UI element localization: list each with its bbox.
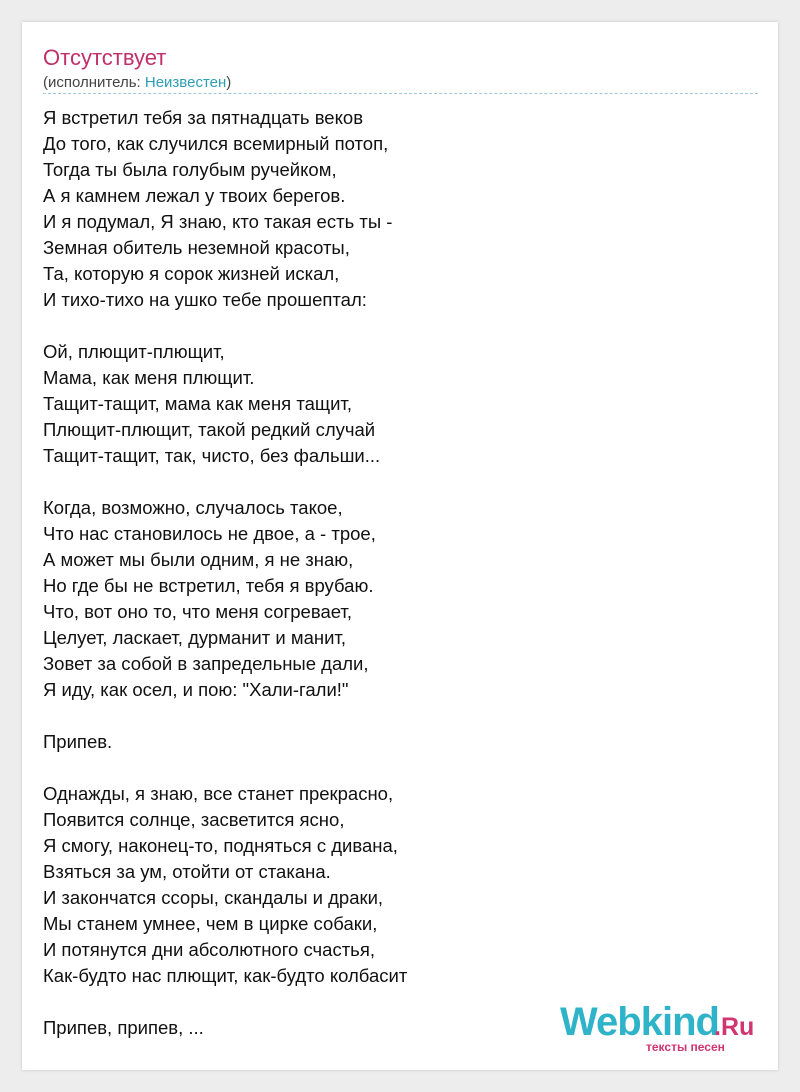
lyric-line: Тащит-тащит, так, чисто, без фальши...	[43, 445, 381, 466]
lyric-line: А может мы были одним, я не знаю,	[43, 549, 354, 570]
lyric-line: Тогда ты была голубым ручейком,	[43, 159, 337, 180]
lyric-line: Плющит-плющит, такой редкий случай	[43, 419, 376, 440]
lyric-line: Однажды, я знаю, все станет прекрасно,	[43, 783, 394, 804]
stanza	[43, 105, 407, 313]
stanza-gap	[43, 755, 407, 781]
lyric-line: Что, вот оно то, что меня согревает,	[43, 601, 352, 622]
logo-wordmark: Webkind	[560, 1000, 719, 1044]
artist-prefix: (исполнитель:	[43, 74, 145, 91]
stanza-gap	[43, 469, 407, 495]
lyric-line: Появится солнце, засветится ясно,	[43, 809, 345, 830]
logo-domain: .Ru	[714, 1013, 755, 1041]
webkind-logo[interactable]	[560, 1000, 760, 1054]
lyric-line: Целует, ласкает, дурманит и манит,	[43, 627, 346, 648]
lyric-line: Как-будто нас плющит, как-будто колбасит	[43, 965, 408, 986]
lyric-line: И тихо-тихо на ушко тебе прошептал:	[43, 289, 367, 310]
lyric-line: До того, как случился всемирный потоп,	[43, 133, 389, 154]
lyric-line: Что нас становилось не двое, а - трое,	[43, 523, 376, 544]
lyric-line: Я смогу, наконец-то, подняться с дивана,	[43, 835, 398, 856]
stanza	[43, 495, 407, 703]
artist-line	[43, 73, 231, 93]
stanza-gap	[43, 703, 407, 729]
header-divider	[43, 93, 758, 94]
stanza	[43, 339, 407, 469]
lyric-line: Я иду, как осел, и пою: "Хали-гали!"	[43, 679, 349, 700]
stanza	[43, 1015, 407, 1041]
artist-suffix: )	[226, 74, 232, 91]
lyric-line: И закончатся ссоры, скандалы и драки,	[43, 887, 384, 908]
lyric-line: Та, которую я сорок жизней искал,	[43, 263, 340, 284]
lyric-line: Когда, возможно, случалось такое,	[43, 497, 343, 518]
lyric-line: Зовет за собой в запредельные дали,	[43, 653, 369, 674]
stanza-gap	[43, 989, 407, 1015]
lyric-line: А я камнем лежал у твоих берегов.	[43, 185, 346, 206]
stanza-gap	[43, 313, 407, 339]
lyric-line: Я встретил тебя за пятнадцать веков	[43, 107, 364, 128]
stanza	[43, 781, 407, 989]
song-title: Отсутствует	[43, 45, 167, 70]
lyric-line: Припев.	[43, 731, 113, 752]
artist-link[interactable]: Неизвестен	[144, 74, 227, 91]
lyric-line: Припев, припев, ...	[43, 1017, 204, 1038]
lyric-line: Мама, как меня плющит.	[43, 367, 255, 388]
lyrics-card	[22, 22, 778, 1070]
lyrics-body	[43, 105, 407, 1041]
lyric-line: Взяться за ум, отойти от стакана.	[43, 861, 331, 882]
lyric-line: И потянутся дни абсолютного счастья,	[43, 939, 375, 960]
lyric-line: Ой, плющит-плющит,	[43, 341, 225, 362]
lyric-line: Тащит-тащит, мама как меня тащит,	[43, 393, 352, 414]
lyric-line: Земная обитель неземной красоты,	[43, 237, 350, 258]
lyric-line: Но где бы не встретил, тебя я врубаю.	[43, 575, 374, 596]
lyric-line: Мы станем умнее, чем в цирке собаки,	[43, 913, 378, 934]
stanza	[43, 729, 407, 755]
lyric-line: И я подумал, Я знаю, кто такая есть ты -	[43, 211, 393, 232]
logo-tagline: тексты песен	[646, 1040, 725, 1054]
